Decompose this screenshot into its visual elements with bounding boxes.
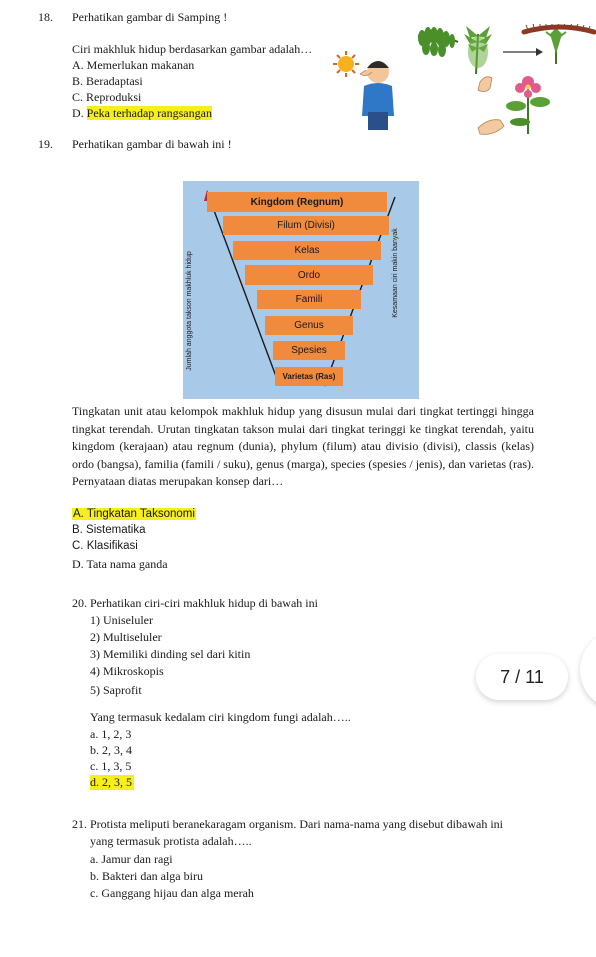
page-indicator[interactable] [476,654,568,700]
q20-item-4: 4) Mikroskopis [90,664,164,678]
q21-number: 21. [72,817,87,831]
q21-line2: yang termasuk protista adalah….. [90,834,252,848]
q18-option-d-prefix: D. [72,106,87,120]
hand-touch-icon [478,77,492,92]
q21-option-c[interactable]: c. Ganggang hijau dan alga merah [90,886,254,900]
sun-icon [333,51,359,77]
q19-option-b[interactable]: B. Sistematika [72,524,146,536]
q19-option-d[interactable]: D. Tata nama ganda [72,557,168,571]
q19-instruction: Perhatikan gambar di bawah ini ! [72,137,232,151]
q18-option-d-answer: Peka terhadap rangsangan [86,106,212,120]
q20-instruction: Perhatikan ciri-ciri makhluk hidup di bawah ini [90,596,318,610]
q18-option-d[interactable] [72,106,212,121]
q20-header [72,596,318,611]
pyramid-level-genus: Genus [265,316,353,335]
pyramid-right-label: Kesamaan ciri makin banyak [392,228,399,318]
q20-option-d[interactable]: d. 2, 3, 5 [90,775,132,789]
q21-option-b[interactable]: b. Bakteri dan alga biru [90,869,203,883]
floating-circle-button[interactable] [580,630,596,710]
q19-paragraph: Tingkatan unit atau kelompok makhluk hidup yang disusun mulai dari tingkat tertinggi hingga tingkat terendah. Urutan tingkatan takson mulai dari tingkat teringgi ke tingkat terendah, yaitu kingdom (kerajaan) atau regnum (dunia), phylum (filum) atau divisio (divisi), classis (kelas) ordo (bangsa), familia (famili / suku), genus (marga), species (spesies / jenis), dan varietas (ras). Pernyataan diatas merupakan konsep dari… [72,404,534,488]
q20-option-a[interactable]: a. 1, 2, 3 [90,727,132,741]
q19-option-a[interactable]: A. Tingkatan Taksonomi [73,508,195,520]
pyramid-level-varietas: Varietas (Ras) [275,367,343,386]
page-indicator-text: 7 / 11 [500,666,544,687]
pyramid-level-spesies: Spesies [273,341,345,360]
pyramid-left-label: Jumlah anggota takson makhluk hidup [186,251,193,371]
q18-option-b[interactable]: B. Beradaptasi [72,74,143,88]
q18-question: Ciri makhluk hidup berdasarkan gambar adalah… [72,42,313,56]
q19-number: 19. [38,137,53,151]
q20-option-c[interactable]: c. 1, 3, 5 [90,759,132,773]
pyramid-level-ordo: Ordo [245,265,373,285]
q20-question: Yang termasuk kedalam ciri kingdom fungi adalah….. [90,710,351,724]
flower-plant-icon [506,76,550,134]
q18-option-a[interactable]: A. Memerlukan makanan [72,58,195,72]
fern-icon [418,27,458,57]
q20-item-3: 3) Memiliki dinding sel dari kitin [90,647,251,661]
q21-text-line1: Protista meliputi beranekaragam organism. Dari nama-nama yang disebut dibawah ini [90,817,503,831]
q18-option-c[interactable]: C. Reproduksi [72,90,142,104]
centipede-icon [524,24,594,32]
q20-item-2: 2) Multiseluler [90,630,162,644]
pyramid-level-filum: Filum (Divisi) [223,216,389,235]
q21-line1 [72,817,503,832]
pyramid-level-famili: Famili [257,290,361,309]
q20-item-1: 1) Uniseluler [90,613,153,627]
q18-illustration [328,24,596,136]
q18-number: 18. [38,10,53,24]
boy-shading-eyes-icon [360,61,394,130]
q20-option-b[interactable]: b. 2, 3, 4 [90,743,132,757]
pyramid-level-kelas: Kelas [233,241,381,260]
q19-option-c[interactable]: C. Klasifikasi [72,540,138,552]
q21-option-a[interactable]: a. Jamur dan ragi [90,852,173,866]
q20-item-5: 5) Saprofit [90,683,142,697]
taxonomy-pyramid [183,181,419,399]
q18-instruction: Perhatikan gambar di Samping ! [72,10,228,24]
q20-number: 20. [72,596,87,610]
mimosa-plant-icon [464,26,492,74]
pyramid-level-kingdom: Kingdom (Regnum) [207,192,387,212]
